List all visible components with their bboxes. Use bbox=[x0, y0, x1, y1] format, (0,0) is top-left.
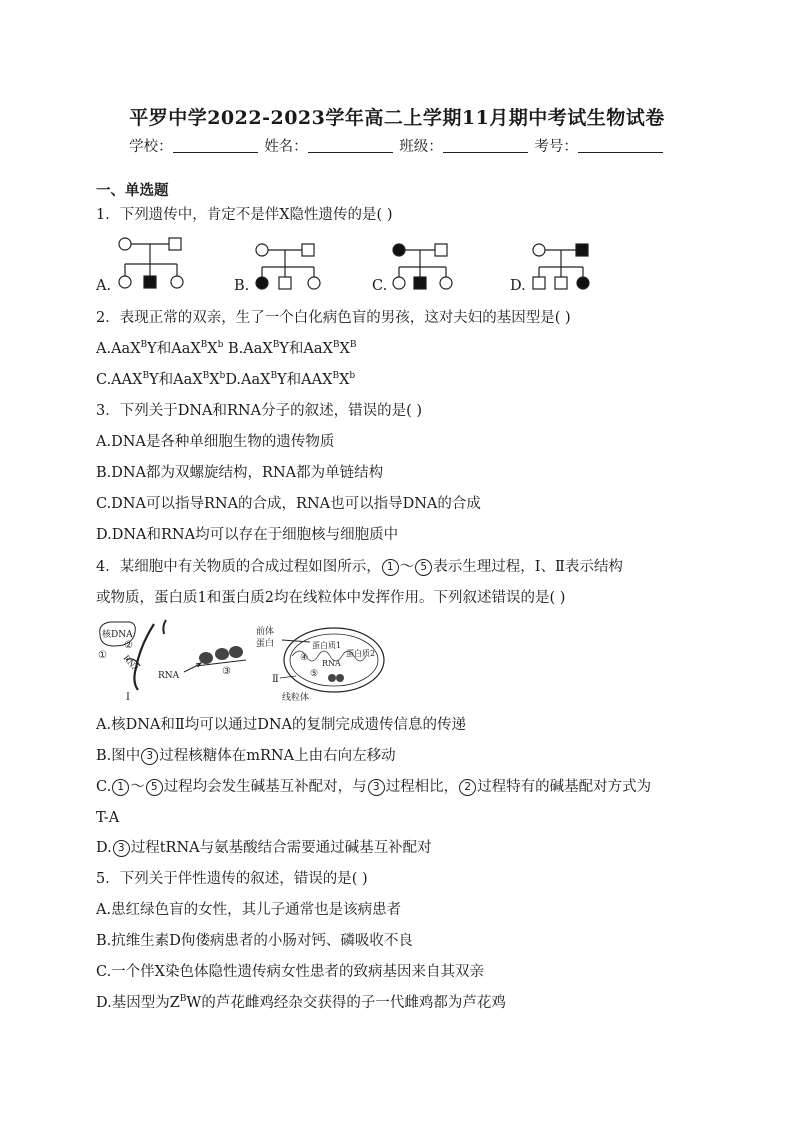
section-heading: 一、单选题 bbox=[96, 182, 169, 199]
number-label: 考号： bbox=[534, 139, 578, 155]
q4-stem-line2: 或物质，蛋白质1和蛋白质2均在线粒体中发挥作用。下列叙述错误的是( ) bbox=[96, 590, 566, 606]
q4-option-c[interactable]: C. 1 ～ 5 过程均会发生碱基互补配对，与 3 过程相比， 2 过程特有的碱基配对方式为 bbox=[96, 779, 652, 795]
class-label: 班级： bbox=[399, 139, 443, 155]
svg-text:Ⅰ: Ⅰ bbox=[126, 692, 130, 703]
svg-text:①: ① bbox=[98, 650, 107, 661]
svg-text:线粒体: 线粒体 bbox=[282, 693, 310, 703]
pedigree-c bbox=[393, 244, 452, 289]
fig-nuclear-dna: 核DNA bbox=[102, 630, 133, 640]
student-info-row bbox=[0, 135, 794, 156]
pedigree-d bbox=[533, 244, 589, 289]
school-blank[interactable] bbox=[173, 138, 258, 153]
q5-option-a[interactable]: A.患红绿色盲的女性，其儿子通常也是该病患者 bbox=[96, 902, 402, 918]
q4-option-d[interactable]: D. 3 过程tRNA与氨基酸结合需要通过碱基互补配对 bbox=[96, 840, 432, 856]
svg-text:⑤: ⑤ bbox=[310, 669, 319, 679]
q4-figure bbox=[96, 616, 386, 704]
q1-option-d[interactable]: D. bbox=[510, 278, 526, 294]
circled-one: 1 bbox=[382, 559, 399, 576]
q3-option-b[interactable]: B.DNA都为双螺旋结构，RNA都为单链结构 bbox=[96, 465, 384, 481]
svg-text:蛋白质1: 蛋白质1 bbox=[312, 641, 342, 650]
q3-stem: 3．下列关于DNA和RNA分子的叙述，错误的是( ) bbox=[96, 403, 423, 419]
q3-option-c[interactable]: C.DNA可以指导RNA的合成，RNA也可以指导DNA的合成 bbox=[96, 496, 481, 512]
q4-option-a[interactable]: A.核DNA和Ⅱ均可以通过DNA的复制完成遗传信息的传递 bbox=[96, 717, 467, 733]
pedigree-a bbox=[119, 238, 183, 288]
page-title: 平罗中学2022-2023学年高二上学期11月期中考试生物试卷 bbox=[129, 107, 665, 129]
q3-option-d[interactable]: D.DNA和RNA均可以存在于细胞核与细胞质中 bbox=[96, 527, 399, 543]
svg-text:RNA: RNA bbox=[121, 653, 141, 674]
svg-text:③: ③ bbox=[222, 666, 231, 677]
q1-option-a[interactable]: A. bbox=[96, 278, 112, 294]
q2-options-ab[interactable]: A.AaX$^B$Y和$AaX^BX^b$ B.AaX$^B$Y和$AaX^BX^B$ bbox=[96, 340, 357, 357]
q3-option-a[interactable]: A.DNA是各种单细胞生物的遗传物质 bbox=[96, 434, 335, 450]
school-label: 学校： bbox=[129, 139, 173, 155]
svg-text:RNA: RNA bbox=[158, 671, 180, 681]
svg-text:Ⅱ: Ⅱ bbox=[272, 674, 279, 685]
q5-stem: 5．下列关于伴性遗传的叙述，错误的是( ) bbox=[96, 871, 368, 887]
svg-text:②: ② bbox=[124, 640, 133, 651]
svg-text:前体: 前体 bbox=[256, 627, 275, 637]
q4-stem-line1: 4．某细胞中有关物质的合成过程如图所示， 1 ～ 5 表示生理过程，Ⅰ、Ⅱ表示结构 bbox=[96, 559, 623, 575]
svg-text:蛋白质2: 蛋白质2 bbox=[346, 649, 376, 658]
name-label: 姓名： bbox=[264, 139, 308, 155]
q2-options-cd[interactable]: $C.AAX^BY$和$AaX^BX^bD.AaX^BY$和$AAX^BX^b$ bbox=[96, 371, 356, 388]
svg-text:蛋白: 蛋白 bbox=[256, 639, 275, 649]
q5-option-c[interactable]: C.一个伴X染色体隐性遗传病女性患者的致病基因来自其双亲 bbox=[96, 964, 485, 980]
q5-option-d[interactable]: D.基因型为$Z^BW$的芦花雌鸡经杂交获得的子一代雌鸡都为芦花鸡 bbox=[96, 994, 506, 1011]
svg-text:RNA: RNA bbox=[322, 659, 341, 668]
q4-option-b[interactable]: B.图中 3 过程核糖体在mRNA上由右向左移动 bbox=[96, 748, 396, 764]
q1-option-c[interactable]: C. bbox=[372, 278, 388, 294]
q4-option-c-cont: T-A bbox=[96, 810, 120, 826]
class-blank[interactable] bbox=[443, 138, 528, 153]
number-blank[interactable] bbox=[578, 138, 663, 153]
circled-five: 5 bbox=[415, 559, 432, 576]
q5-option-b[interactable]: B.抗维生素D佝偻病患者的小肠对钙、磷吸收不良 bbox=[96, 933, 413, 949]
q2-stem: 2．表现正常的双亲，生了一个白化病色盲的男孩，这对夫妇的基因型是( ) bbox=[96, 310, 571, 326]
q1-stem: 1．下列遗传中，肯定不是伴X隐性遗传的是( ) bbox=[96, 207, 393, 223]
pedigree-b bbox=[256, 244, 320, 289]
q1-option-b[interactable]: B. bbox=[234, 278, 250, 294]
name-blank[interactable] bbox=[308, 138, 393, 153]
svg-text:④: ④ bbox=[300, 653, 309, 663]
pedigree-figures bbox=[96, 234, 696, 299]
